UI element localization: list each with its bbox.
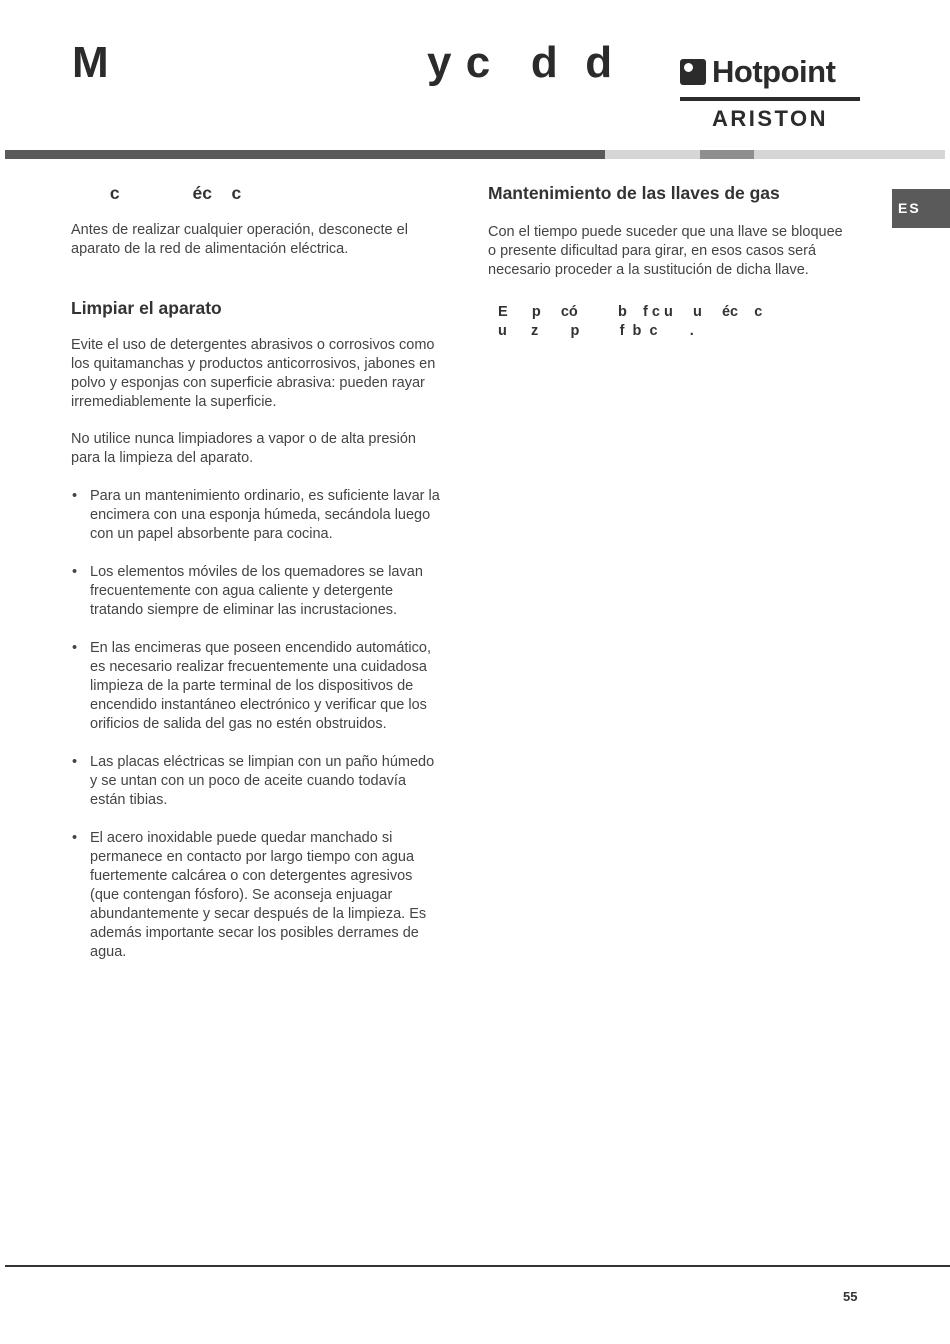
- header-band-dark: [5, 150, 605, 159]
- left-column: [71, 181, 443, 962]
- list-item: [71, 639, 443, 734]
- cleaning-paragraph-2: No utilice nunca limpiadores a vapor o de alta presión para la limpieza del aparato.: [71, 431, 416, 466]
- list-item-text: El acero inoxidable puede quedar manchado si permanece en contacto por largo tiempo con agua fuertemente calcárea o con detergentes agresivos (que contengan fósforo). Se aconseja enjuagar abundantemente y secar después de la limpieza. Es además importante secar los posibles derrames de agua.: [90, 830, 427, 960]
- list-item: [71, 563, 443, 620]
- bullet-icon: •: [72, 564, 78, 580]
- logo-divider: [680, 97, 860, 101]
- safety-paragraph: Antes de realizar cualquier operación, desconecte el aparato de la red de alimentación eléctrica.: [71, 222, 408, 257]
- warning-note-line-1: E p có b f c u u éc c: [498, 304, 763, 320]
- logo-top-row: [680, 56, 860, 88]
- section-heading-gas-valves: Mantenimiento de las llaves de gas: [488, 183, 780, 203]
- list-item-text: Los elementos móviles de los quemadores se lavan frecuentemente con agua caliente y detergente tratando siempre de eliminar las incrustaciones.: [90, 564, 423, 618]
- bullet-icon: •: [72, 830, 78, 846]
- bullet-icon: •: [72, 754, 78, 770]
- logo-brand-text: Hotpoint: [712, 54, 836, 89]
- list-item: [71, 487, 443, 544]
- page-title: M y c d d: [72, 38, 614, 87]
- right-column: [488, 181, 844, 341]
- header-band: [5, 150, 945, 159]
- gas-valves-paragraph: Con el tiempo puede suceder que una llave se bloquee o presente dificultad para girar, en esos casos será necesario proceder a la sustitución de dicha llave.: [488, 224, 843, 278]
- hotpoint-logo-icon: [680, 59, 706, 85]
- cleaning-paragraph-1: Evite el uso de detergentes abrasivos o corrosivos como los quitamanchas y productos anticorrosivos, jabones en polvo y esponjas con superficie abrasiva: pueden rayar irremediablemente la superficie.: [71, 337, 436, 410]
- logo-sub-text: ARISTON: [711, 106, 829, 131]
- footer-divider: [5, 1265, 950, 1267]
- list-item-text: Para un mantenimiento ordinario, es suficiente lavar la encimera con una esponja húmeda, secándola luego con un papel absorbente para cocina.: [90, 488, 440, 542]
- list-item-text: En las encimeras que poseen encendido automático, es necesario realizar frecuentemente una cuidadosa limpieza de la parte terminal de los dispositivos de encendido instantáneo electrónico y verificar que los orificios de salida del gas no estén obstruidos.: [90, 640, 431, 732]
- list-item: [71, 753, 443, 810]
- warning-note-line-2: u z p f b c .: [498, 323, 694, 339]
- header-band-accent: [700, 150, 754, 159]
- bullet-icon: •: [72, 640, 78, 656]
- language-tab: ES: [892, 189, 950, 228]
- list-item: [71, 829, 443, 962]
- brand-logo: [680, 56, 860, 132]
- section-heading-safety: c éc c: [71, 183, 242, 203]
- list-item-text: Las placas eléctricas se limpian con un paño húmedo y se untan con un poco de aceite cuando todavía están tibias.: [90, 754, 435, 808]
- page-number: 55: [843, 1289, 858, 1304]
- bullet-icon: •: [72, 488, 78, 504]
- section-heading-cleaning: Limpiar el aparato: [71, 298, 222, 318]
